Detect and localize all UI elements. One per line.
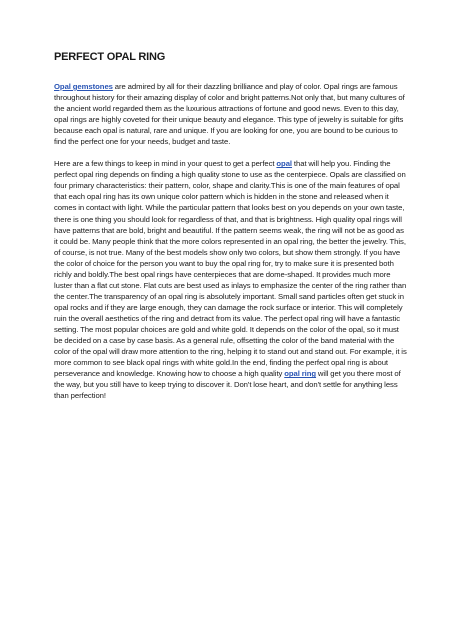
link-opal-ring[interactable]: opal ring <box>284 369 317 379</box>
document-page <box>54 50 408 412</box>
paragraph-guide-text-c: will get you there most of the way, but you still have to keep trying to discover it. Don't lose heart, and don't settle for anything less than perfection! <box>54 369 401 401</box>
document-title: PERFECT OPAL RING <box>54 51 166 63</box>
paragraph-intro <box>54 81 408 147</box>
paragraph-guide-text-a: Here are a few things to keep in mind in your quest to get a perfect <box>54 159 277 169</box>
paragraph-intro-text: are admired by all for their dazzling brilliance and play of color. Opal rings are famous throughout history for their amazing display of color and bright patterns.Not only that, but many cultures of the ancient world regarded them as the luxurious attractions of fortune and good news. Even to this day, opal rings are highly coveted for their unique beauty and elegance. This type of jewelry is suitable for gifts because each opal is natural, rare and unique. If you are looking for one, you are bound to be curious to find the perfect one for your needs, budget and taste. <box>54 82 405 147</box>
link-opal[interactable]: opal <box>276 159 293 169</box>
paragraph-guide-text-b: that will help you. Finding the perfect opal ring depends on finding a high quality stone to use as the centerpiece. Opals are classified on four primary characteristics: their pattern, color, shape and clarity.This is one of the main features of opal that each opal ring has its own unique color pattern which is hidden in the stone and released when it comes in contact with light. While the particular pattern that looks best on you depends on your own taste, there is one thing you should look for regardless of that, and that is brightness. High quality opal rings will have patterns that are bold, bright and beautiful. If the pattern seems weak, the ring will not be as good as it could be. Many people think that the more colors represented in an opal ring, the better the jewelry. This, of course, is not true. Many of the best models show only two colors, but show them strongly. If you have the color of choice for the person you want to buy the opal ring for, try to make sure it is presented both richly and boldly.The best opal rings have centerpieces that are dome-shaped. It provides much more luster than a flat cut stone. Flat cuts are best used as inlays to emphasize the center of the ring rather than the center.The transparency of an opal ring is absolutely important. Small sand particles often get stuck in opal rocks and if they are large enough, they can damage the rock surface or interior. This will completely ruin the overall aesthetics of the ring and detract from its value. The perfect opal ring will have a fantastic setting. The most popular choices are gold and white gold. It depends on the color of the opal, so it must be decided on a case by case basis. As a general rule, offsetting the color of the band material with the color of the opal will draw more attention to the ring, helping it to stand out and stand out. For example, it is more common to see black opal rings with white gold.In the end, finding the perfect opal ring is about perseverance and knowledge. Knowing how to choose a high quality <box>54 159 407 379</box>
paragraph-guide <box>54 158 408 401</box>
link-opal-gemstones[interactable]: Opal gemstones <box>54 82 113 91</box>
